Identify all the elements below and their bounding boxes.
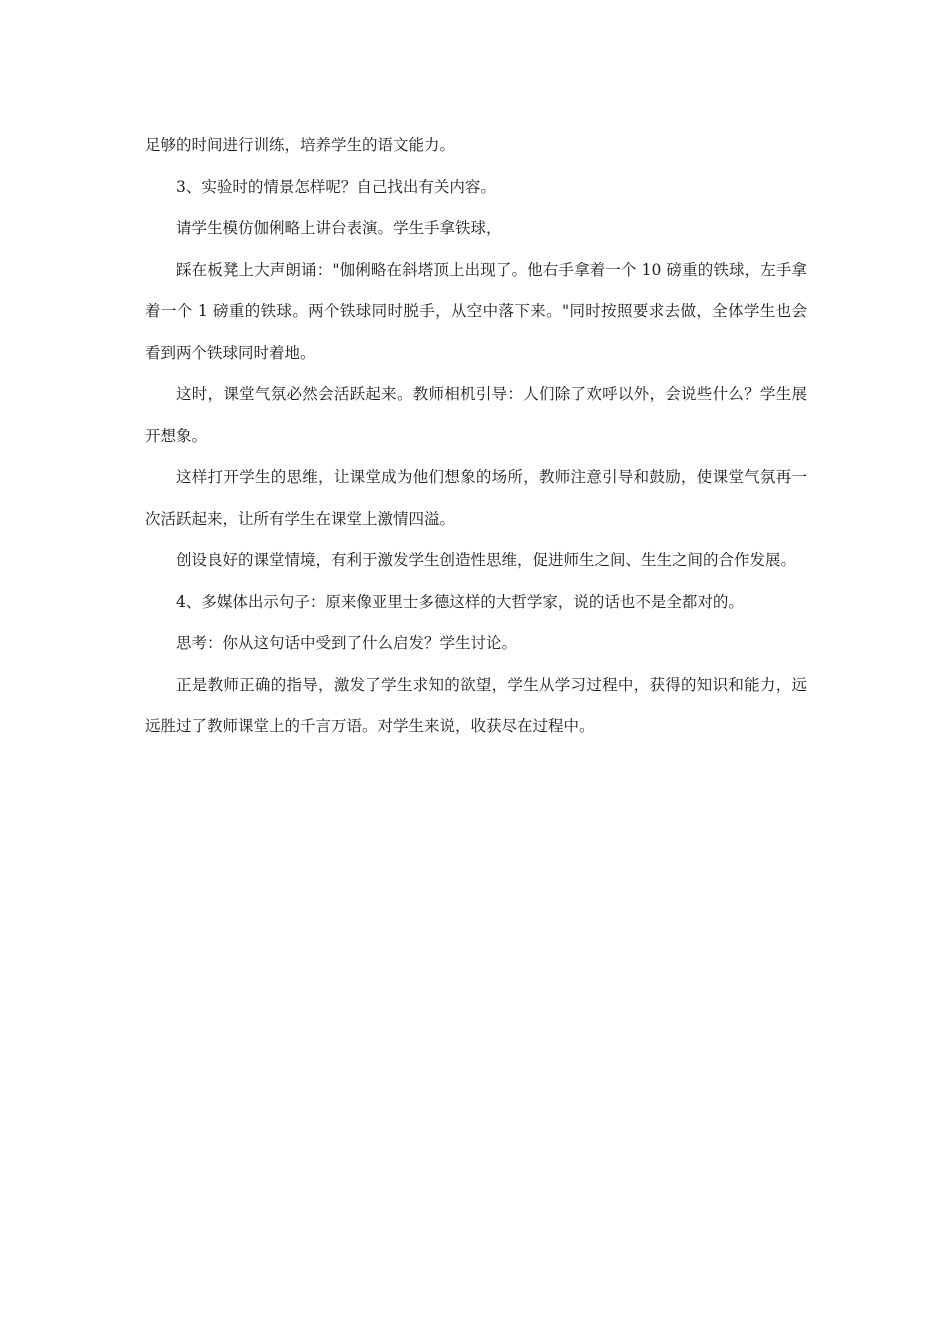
paragraph-reflection: 思考：你从这句话中受到了什么启发？学生讨论。 <box>176 634 518 652</box>
paragraph-step-4: 4、多媒体出示句子：原来像亚里士多德这样的大哲学家，说的话也不是全都对的。 <box>176 592 744 611</box>
paragraph-step-3: 3、实验时的情景怎样呢？自己找出有关内容。 <box>176 177 496 196</box>
paragraph-conclusion: 正是教师正确的指导，激发了学生求知的欲望，学生从学习过程中，获得的知识和能力，远远胜过了教师课堂上的千言万语。对学生来说，收获尽在过程中。 <box>145 675 807 735</box>
paragraph-continuation: 足够的时间进行训练，培养学生的语文能力。 <box>145 136 456 154</box>
paragraph-open-thinking: 这样打开学生的思维，让课堂成为他们想象的场所，教师注意引导和鼓励，使课堂气氛再一次活跃起来，让所有学生在课堂上激情四溢。 <box>145 468 807 528</box>
paragraph-performance: 请学生模仿伽俐略上讲台表演。学生手拿铁球， <box>176 219 502 237</box>
document-body <box>145 125 807 748</box>
paragraph-classroom-atmosphere: 这时，课堂气氛必然会活跃起来。教师相机引导：人们除了欢呼以外，会说些什么？学生展开想象。 <box>145 385 807 445</box>
paragraph-good-situation: 创设良好的课堂情境，有利于激发学生创造性思维，促进师生之间、生生之间的合作发展。 <box>176 551 797 569</box>
paragraph-recitation: 踩在板凳上大声朗诵："伽俐略在斜塔顶上出现了。他右手拿着一个 10 磅重的铁球，左手拿着一个 1 磅重的铁球。两个铁球同时脱手，从空中落下来。"同时按照要求去做，全体学生也会看到两个铁球同时着地。 <box>145 260 807 362</box>
